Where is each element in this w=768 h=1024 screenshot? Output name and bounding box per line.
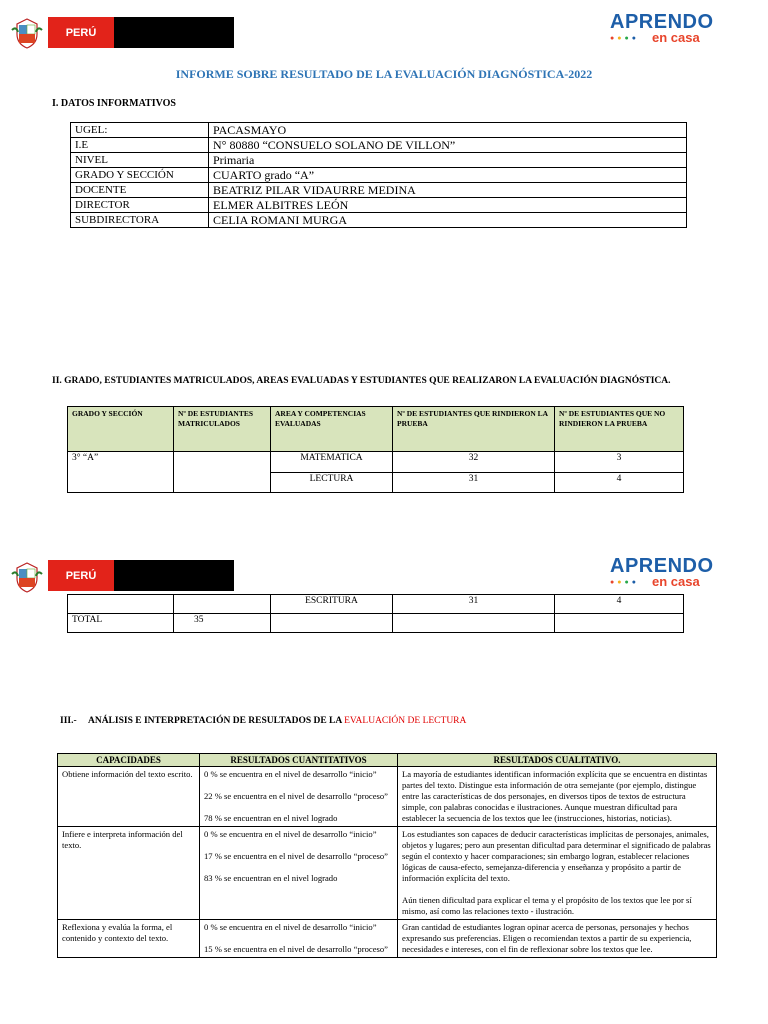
result-line: 83 % se encuentran en el nivel logrado bbox=[204, 873, 338, 883]
table-row bbox=[58, 827, 717, 920]
no-rindieron-cell: 4 bbox=[555, 595, 684, 614]
empty-cell bbox=[555, 614, 684, 633]
matriculados-cell bbox=[174, 595, 271, 614]
table-row bbox=[71, 168, 687, 183]
column-header: RESULTADOS CUANTITATIVOS bbox=[200, 754, 398, 767]
table-row bbox=[58, 920, 717, 958]
rindieron-cell: 31 bbox=[393, 472, 555, 493]
peru-banner bbox=[48, 17, 234, 48]
cuantitativo-cell bbox=[200, 827, 398, 920]
logo-title: APRENDO bbox=[610, 11, 714, 33]
result-line: 0 % se encuentra en el nivel de desarrollo “inicio” bbox=[204, 829, 377, 839]
document-title: INFORME SOBRE RESULTADO DE LA EVALUACIÓN DIAGNÓSTICA-2022 bbox=[175, 67, 593, 81]
info-label: SUBDIRECTORA bbox=[71, 213, 209, 228]
section-3-heading-highlight: EVALUACIÓN DE LECTURA bbox=[344, 716, 467, 726]
aprendo-logo bbox=[610, 11, 714, 47]
result-line: 15 % se encuentra en el nivel de desarrollo “proceso” bbox=[204, 944, 388, 954]
redacted-block bbox=[114, 560, 234, 591]
capacidad-cell: Obtiene información del texto escrito. bbox=[58, 767, 200, 827]
result-line: 17 % se encuentra en el nivel de desarrollo “proceso” bbox=[204, 851, 388, 861]
logo-subtitle: en casa bbox=[652, 574, 700, 589]
area-cell: LECTURA bbox=[271, 472, 393, 493]
column-header: GRADO Y SECCIÓN bbox=[68, 407, 174, 452]
info-value: N° 80880 “CONSUELO SOLANO DE VILLON” bbox=[209, 138, 687, 153]
column-header: CAPACIDADES bbox=[58, 754, 200, 767]
cualitativo-cell bbox=[398, 827, 717, 920]
cualitativo-cell bbox=[398, 767, 717, 827]
area-cell: ESCRITURA bbox=[271, 595, 393, 614]
logo-subtitle: en casa bbox=[652, 30, 700, 45]
coat-of-arms-icon bbox=[10, 16, 44, 50]
total-value: 35 bbox=[174, 614, 271, 633]
column-header: RESULTADOS CUALITATIVO. bbox=[398, 754, 717, 767]
no-rindieron-cell: 4 bbox=[555, 472, 684, 493]
table-row bbox=[68, 595, 684, 614]
column-header: Nº DE ESTUDIANTES MATRICULADOS bbox=[174, 407, 271, 452]
table-row bbox=[71, 183, 687, 198]
table-row bbox=[71, 213, 687, 228]
section-2-heading: II. GRADO, ESTUDIANTES MATRICULADOS, AREAS EVALUADAS Y ESTUDIANTES QUE REALIZARON LA EVALUACIÓN DIAGNÓSTICA. bbox=[52, 376, 671, 386]
result-paragraph: Aún tienen dificultad para explicar el tema y el propósito de los textos que lee por sí mismo, así como las relaciones texto - ilustración. bbox=[402, 895, 692, 916]
result-paragraph: Gran cantidad de estudiantes logran opinar acerca de personas, personajes y hechos expresando sus preferencias. Eligen o recomiendan textos a partir de su experiencia, necesidades e intereses, con el fin de reflexionar sobre los textos que lee. bbox=[402, 922, 692, 954]
table-header-row bbox=[68, 407, 684, 452]
coat-of-arms-icon bbox=[10, 560, 44, 594]
result-line: 0 % se encuentra en el nivel de desarrollo “inicio” bbox=[204, 922, 377, 932]
country-label: PERÚ bbox=[48, 560, 114, 591]
grade-cell bbox=[68, 595, 174, 614]
info-label: DOCENTE bbox=[71, 183, 209, 198]
info-value: BEATRIZ PILAR VIDAURRE MEDINA bbox=[209, 183, 687, 198]
result-line: 22 % se encuentra en el nivel de desarrollo “proceso” bbox=[204, 791, 388, 801]
info-value: PACASMAYO bbox=[209, 123, 687, 138]
info-value: CUARTO grado “A” bbox=[209, 168, 687, 183]
rindieron-cell: 32 bbox=[393, 452, 555, 473]
empty-cell bbox=[393, 614, 555, 633]
info-label: UGEL: bbox=[71, 123, 209, 138]
empty-cell bbox=[271, 614, 393, 633]
grade-cell: 3° “A” bbox=[68, 452, 174, 493]
grade-table-continued bbox=[67, 594, 684, 633]
table-row bbox=[71, 138, 687, 153]
matriculados-cell bbox=[174, 452, 271, 493]
total-label: TOTAL bbox=[68, 614, 174, 633]
info-label: I.E bbox=[71, 138, 209, 153]
section-3-heading-prefix: III.- ANÁLISIS E INTERPRETACIÓN DE RESULTADOS DE LA bbox=[60, 716, 345, 726]
aprendo-logo bbox=[610, 555, 714, 591]
logo-title: APRENDO bbox=[610, 555, 714, 577]
result-line: 0 % se encuentra en el nivel de desarrollo “inicio” bbox=[204, 769, 377, 779]
logo-dots: ●●●● bbox=[610, 578, 639, 586]
section-1-heading: I. DATOS INFORMATIVOS bbox=[52, 98, 176, 109]
section-3-heading bbox=[60, 716, 466, 726]
capacidad-cell: Infiere e interpreta información del texto. bbox=[58, 827, 200, 920]
logo-dots: ●●●● bbox=[610, 34, 639, 42]
column-header: AREA Y COMPETENCIAS EVALUADAS bbox=[271, 407, 393, 452]
table-row bbox=[71, 198, 687, 213]
info-table bbox=[70, 122, 687, 228]
capacities-table bbox=[57, 753, 717, 958]
info-value: CELIA ROMANI MURGA bbox=[209, 213, 687, 228]
result-paragraph: Los estudiantes son capaces de deducir características implícitas de personajes, animales, objetos y lugares; pero aun presentan dificultad para determinar el significado de palabras según el contexto y hacer comparaciones; sin embargo logran, establecer relaciones lógicas de causa-efecto, semejanza-diferencia y enseñanza y propósito a partir de información explícita del texto. bbox=[402, 829, 711, 883]
table-header-row bbox=[58, 754, 717, 767]
redacted-block bbox=[114, 17, 234, 48]
result-line: 78 % se encuentran en el nivel logrado bbox=[204, 813, 338, 823]
no-rindieron-cell: 3 bbox=[555, 452, 684, 473]
table-row bbox=[68, 614, 684, 633]
info-label: DIRECTOR bbox=[71, 198, 209, 213]
info-value: Primaria bbox=[209, 153, 687, 168]
capacidad-cell: Reflexiona y evalúa la forma, el contenido y contexto del texto. bbox=[58, 920, 200, 958]
info-label: NIVEL bbox=[71, 153, 209, 168]
table-row bbox=[68, 452, 684, 473]
info-label: GRADO Y SECCIÓN bbox=[71, 168, 209, 183]
page-header bbox=[0, 11, 768, 62]
table-row bbox=[58, 767, 717, 827]
info-value: ELMER ALBITRES LEÓN bbox=[209, 198, 687, 213]
table-row bbox=[71, 123, 687, 138]
result-paragraph: La mayoría de estudiantes identifican información explícita que se encuentra en distintas partes del texto. Distingue esta información de otra semejante (por ejemplo, distingue entre las características de dos personajes, en diversos tipos de textos de estructura simple, con palabras conocidas e ilustraciones. Aunque muestran dificultad para establecer la secuencia de los textos que lee (instrucciones, historias, noticias). bbox=[402, 769, 708, 823]
country-label: PERÚ bbox=[48, 17, 114, 48]
peru-banner bbox=[48, 560, 234, 591]
cuantitativo-cell bbox=[200, 767, 398, 827]
cualitativo-cell bbox=[398, 920, 717, 958]
column-header: Nº DE ESTUDIANTES QUE NO RINDIERON LA PRUEBA bbox=[555, 407, 684, 452]
column-header: Nº DE ESTUDIANTES QUE RINDIERON LA PRUEBA bbox=[393, 407, 555, 452]
table-row bbox=[71, 153, 687, 168]
cuantitativo-cell bbox=[200, 920, 398, 958]
grade-table bbox=[67, 406, 684, 493]
area-cell: MATEMATICA bbox=[271, 452, 393, 473]
rindieron-cell: 31 bbox=[393, 595, 555, 614]
